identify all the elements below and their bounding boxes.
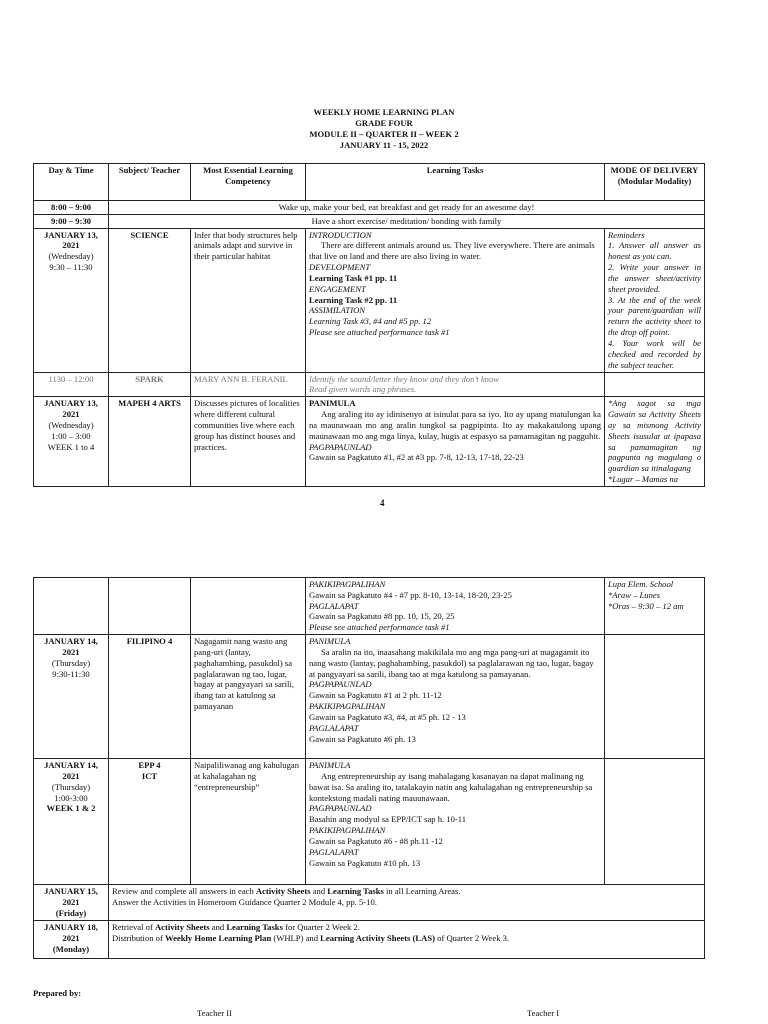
day-date: JANUARY 13, 2021 bbox=[44, 398, 98, 420]
task-text: Sa aralin na ito, inaasahang makikilala mo ang mga pang-uri at magagamit ito nang wasto (lantay, paghahambing, pasukdol) sa paglalarawan ng tao, lugar, bagay at pangyayari sa sarili, ibang tao at mga katulong sa pamayanan. bbox=[309, 646, 594, 679]
table-row bbox=[34, 372, 705, 397]
title-line: MODULE II – QUARTER II – WEEK 2 bbox=[309, 129, 459, 139]
text-run: Retrieval of bbox=[112, 922, 155, 933]
tasks-cell bbox=[306, 397, 605, 487]
col-mec: Most Essential Learning Competency bbox=[191, 164, 306, 201]
mec-cell: Discusses pictures of localities where different cultural communities live where each group has distinct houses and practices. bbox=[191, 397, 306, 487]
task-text: Gawain sa Pagkatuto #4 - #7 pp. 8-10, 13-14, 18-20, 23-25 bbox=[309, 589, 512, 600]
text-run: Weekly Home Learning Plan bbox=[165, 932, 272, 943]
mode-text: Lupa Elem. School bbox=[608, 579, 674, 589]
day-weekday: (Wednesday) bbox=[48, 419, 94, 430]
activity-cell bbox=[109, 921, 705, 959]
mec-cell: Infer that body structures help animals adapt and survive in their particular habitat bbox=[191, 228, 306, 372]
mode-cell bbox=[605, 759, 705, 885]
table-row bbox=[34, 635, 705, 759]
task-text: Gawain sa Pagkatuto #3, #4, at #5 ph. 12 - 13 bbox=[309, 711, 466, 722]
section-heading: DEVELOPMENT bbox=[309, 262, 371, 273]
prepared-by-label: Prepared by: bbox=[33, 988, 82, 998]
mec-cell: Nagagamit nang wasto ang pang-uri (lantay, paghahambing, pasukdol) sa paglalarawan ng tao, lugar, bagay at pangyayari sa sarili, ibang tao at katulong sa pamayanan bbox=[191, 635, 306, 759]
title-line: GRADE FOUR bbox=[355, 118, 413, 128]
section-heading: PAGLALAPAT bbox=[309, 846, 359, 857]
tasks-cell bbox=[306, 372, 605, 397]
day-time: 9:30 – 11:30 bbox=[49, 262, 93, 273]
text-run: Activity Sheets bbox=[255, 886, 311, 897]
task-text: Ang entrepreneurship ay isang mahalagang kasanayan na dapat malinang ng bawat isa. Sa araling ito, tatalakayin natin ang kahalagahan ng entrepreneurship sa kontekstong madali nating mauunawaan. bbox=[309, 770, 593, 803]
table-row bbox=[34, 214, 705, 228]
day-cell bbox=[34, 885, 109, 921]
col-tasks: Learning Tasks bbox=[306, 164, 605, 201]
text-run: Learning Tasks bbox=[226, 922, 283, 933]
mode-cell bbox=[605, 228, 705, 372]
task-text: Gawain sa Pagkatuto #8 pp. 10, 15, 20, 25 bbox=[309, 611, 455, 622]
text-run: for Quarter 2 Week 2. bbox=[282, 922, 360, 933]
activity-cell: Wake up, make your bed, eat breakfast and get ready for an awesome day! bbox=[109, 201, 705, 215]
reminder-item: 1. Answer all answer as honest as you can. bbox=[608, 240, 701, 262]
mode-text: *Araw – Lunes bbox=[608, 589, 661, 600]
day-date: JANUARY 14, 2021 bbox=[44, 636, 98, 657]
table-row bbox=[34, 228, 705, 372]
day-weekday: (Thursday) bbox=[51, 781, 91, 792]
reminder-item: 3. At the end of the week your parent/guardian will return the activity sheet to the drop off point. bbox=[608, 294, 701, 338]
tasks-cell bbox=[306, 759, 605, 885]
day-weekday: (Wednesday) bbox=[48, 251, 94, 262]
task-text: Gawain sa Pagkatuto #6 ph. 13 bbox=[309, 733, 416, 744]
tasks-cell bbox=[306, 635, 605, 759]
mec-cell: Naipaliliwanag ang kahulugan at kahalagahan ng “entrepreneurship” bbox=[191, 759, 306, 885]
learning-plan-table-2 bbox=[33, 577, 705, 959]
mode-text: *Oras – 9:30 – 12 am bbox=[608, 600, 684, 611]
section-heading: PAGPAPAUNLAD bbox=[309, 679, 372, 690]
tasks-cell bbox=[306, 228, 605, 372]
section-heading: PAGPAPAUNLAD bbox=[309, 803, 372, 814]
table-row bbox=[34, 921, 705, 959]
subject-cell: MAPEH 4 ARTS bbox=[109, 397, 191, 487]
mode-cell bbox=[605, 397, 705, 487]
day-cell bbox=[34, 397, 109, 487]
activity-line bbox=[112, 922, 701, 933]
day-cell bbox=[34, 228, 109, 372]
task-text: Identify the sound/letter they know and they don’t know bbox=[309, 373, 499, 384]
day-time: 1:00 – 3:00 bbox=[51, 430, 91, 441]
task-text: Gawain sa Pagkatuto #6 - #8 ph.11 -12 bbox=[309, 835, 443, 846]
text-run: in all Learning Areas. bbox=[383, 886, 461, 897]
day-cell bbox=[34, 759, 109, 885]
text-run: Learning Tasks bbox=[327, 886, 384, 897]
table-row bbox=[34, 201, 705, 215]
page-number: 4 bbox=[380, 498, 385, 508]
section-heading: PAGPAPAUNLAD bbox=[309, 441, 372, 452]
mode-cell bbox=[605, 578, 705, 635]
day-weekday: (Thursday) bbox=[51, 657, 91, 668]
text-run: Distribution of bbox=[112, 932, 165, 943]
subject-cell bbox=[109, 578, 191, 635]
title-line: WEEKLY HOME LEARNING PLAN bbox=[313, 107, 455, 117]
task-text: Please see attached performance task #1 bbox=[309, 327, 450, 338]
subject-line: EPP 4 bbox=[138, 760, 161, 771]
subject-cell: FILIPINO 4 bbox=[109, 635, 191, 759]
task-text: Ang araling ito ay idinisenyo at isinulat para sa iyo. Ito ay upang matulungan ka na maunawaan mo ang aralin tungkol sa pagpipinta. Ito ay makakatulong upang maunawaan mo ang mga linya, kulay, hugis at espasyo sa pamamagitan ng pagguhit. bbox=[309, 409, 601, 441]
reminder-item: 2. Write your answer in the answer sheet/activity sheet provided. bbox=[608, 262, 701, 294]
task-text: Please see attached performance task #1 bbox=[309, 622, 450, 633]
reminder-item: 4. Your work will be checked and recorded by the subject teacher. bbox=[608, 337, 701, 370]
day-cell bbox=[34, 578, 109, 635]
task-text: Learning Task #3, #4 and #5 pp. 12 bbox=[309, 316, 432, 327]
time-cell: 8:00 – 9:00 bbox=[34, 201, 109, 215]
task-text: Basahin ang modyul sa EPP/ICT sap h. 10-11 bbox=[309, 814, 467, 825]
task-text: Read given words ang phrases. bbox=[309, 384, 417, 395]
title-line: JANUARY 11 - 15, 2022 bbox=[339, 140, 429, 150]
text-run: (WHLP) and bbox=[271, 932, 321, 943]
page-title bbox=[0, 107, 768, 151]
text-run: of Quarter 2 Week 3. bbox=[435, 932, 510, 943]
time-cell: 1130 – 12:00 bbox=[34, 372, 109, 397]
section-heading: PANIMULA bbox=[309, 636, 351, 647]
section-heading: ASSIMILATION bbox=[309, 305, 366, 316]
learning-plan-table-1 bbox=[33, 163, 705, 487]
text-run: Learning Activity Sheets (LAS) bbox=[320, 932, 435, 943]
mec-cell bbox=[191, 578, 306, 635]
task-text: Learning Task #1 pp. 11 bbox=[309, 272, 398, 283]
activity-cell bbox=[109, 885, 705, 921]
table-row bbox=[34, 885, 705, 921]
day-date: JANUARY 15, 2021 bbox=[44, 886, 98, 907]
day-date: JANUARY 13, 2021 bbox=[44, 229, 98, 251]
subject-cell: SPARK bbox=[109, 372, 191, 397]
table-header-row bbox=[34, 164, 705, 201]
day-date: JANUARY 18, 2021 bbox=[44, 922, 98, 943]
task-text: Learning Task #2 pp. 11 bbox=[309, 294, 398, 305]
teacher-cell: MARY ANN B. FERANIL bbox=[191, 372, 306, 397]
col-day-time: Day & Time bbox=[34, 164, 109, 201]
activity-line bbox=[112, 886, 701, 897]
mode-text: *Ang sagot sa mga Gawain sa Activity Sheets ay sa mismong Activity Sheets isusulat at ipapasa sa pamamagitan ng pagpunta ng magulang o guardian sa itinalagang bbox=[608, 398, 701, 474]
subject-cell bbox=[109, 759, 191, 885]
task-text: Gawain sa Pagkatuto #1 at 2 ph. 11-12 bbox=[309, 690, 442, 701]
section-heading: PAGLALAPAT bbox=[309, 600, 359, 611]
day-date: JANUARY 14, 2021 bbox=[44, 760, 98, 781]
table-row bbox=[34, 578, 705, 635]
signature-title-1: Teacher II bbox=[197, 1008, 232, 1018]
section-heading: PAGLALAPAT bbox=[309, 722, 359, 733]
day-week: WEEK 1 & 2 bbox=[46, 803, 96, 814]
subject-line: ICT bbox=[141, 770, 158, 781]
activity-line: Answer the Activities in Homeroom Guidance Quarter 2 Module 4, pp. 5-10. bbox=[112, 896, 377, 907]
table-row bbox=[34, 397, 705, 487]
section-heading: PAKIKIPAGPALIHAN bbox=[309, 579, 386, 589]
day-weekday: (Friday) bbox=[55, 907, 87, 918]
tasks-cell bbox=[306, 578, 605, 635]
text-run: and bbox=[310, 886, 328, 897]
table-row bbox=[34, 759, 705, 885]
section-heading: PANIMULA bbox=[309, 398, 356, 409]
day-cell bbox=[34, 921, 109, 959]
text-run: and bbox=[209, 922, 227, 933]
signature-title-2: Teacher I bbox=[527, 1008, 560, 1018]
day-week: WEEK 1 to 4 bbox=[47, 441, 95, 452]
col-mode: MODE OF DELIVERY (Modular Modality) bbox=[605, 164, 705, 201]
section-heading: PAKIKIPAGPALIHAN bbox=[309, 825, 386, 836]
section-heading: PANIMULA bbox=[309, 760, 351, 771]
day-time: 9:30-11:30 bbox=[52, 668, 90, 679]
task-text: Gawain sa Pagkatuto #1, #2 at #3 pp. 7-8, 12-13, 17-18, 22-23 bbox=[309, 452, 524, 463]
reminder-heading: Reminders bbox=[608, 229, 645, 240]
section-heading: INTRODUCTION bbox=[309, 229, 372, 240]
section-heading: PAKIKIPAGPALIHAN bbox=[309, 701, 386, 712]
day-weekday: (Monday) bbox=[52, 943, 90, 954]
mode-cell bbox=[605, 372, 705, 397]
mode-cell bbox=[605, 635, 705, 759]
section-heading: ENGAGEMENT bbox=[309, 283, 366, 294]
mode-text: *Lugar – Mamas na bbox=[608, 474, 678, 485]
col-subject: Subject/ Teacher bbox=[109, 164, 191, 201]
day-time: 1:00-3:00 bbox=[54, 792, 88, 803]
activity-line bbox=[112, 933, 701, 944]
task-text: There are different animals around us. They live everywhere. There are animals that live on land and there are also living in water. bbox=[309, 240, 595, 262]
text-run: Review and complete all answers in each bbox=[112, 886, 256, 897]
text-run: Activity Sheets bbox=[154, 922, 210, 933]
activity-cell: Have a short exercise/ meditation/ bonding with family bbox=[109, 214, 705, 228]
day-cell bbox=[34, 635, 109, 759]
task-text: Gawain sa Pagkatuto #10 ph. 13 bbox=[309, 857, 421, 868]
subject-cell: SCIENCE bbox=[109, 228, 191, 372]
time-cell: 9:00 – 9:30 bbox=[34, 214, 109, 228]
